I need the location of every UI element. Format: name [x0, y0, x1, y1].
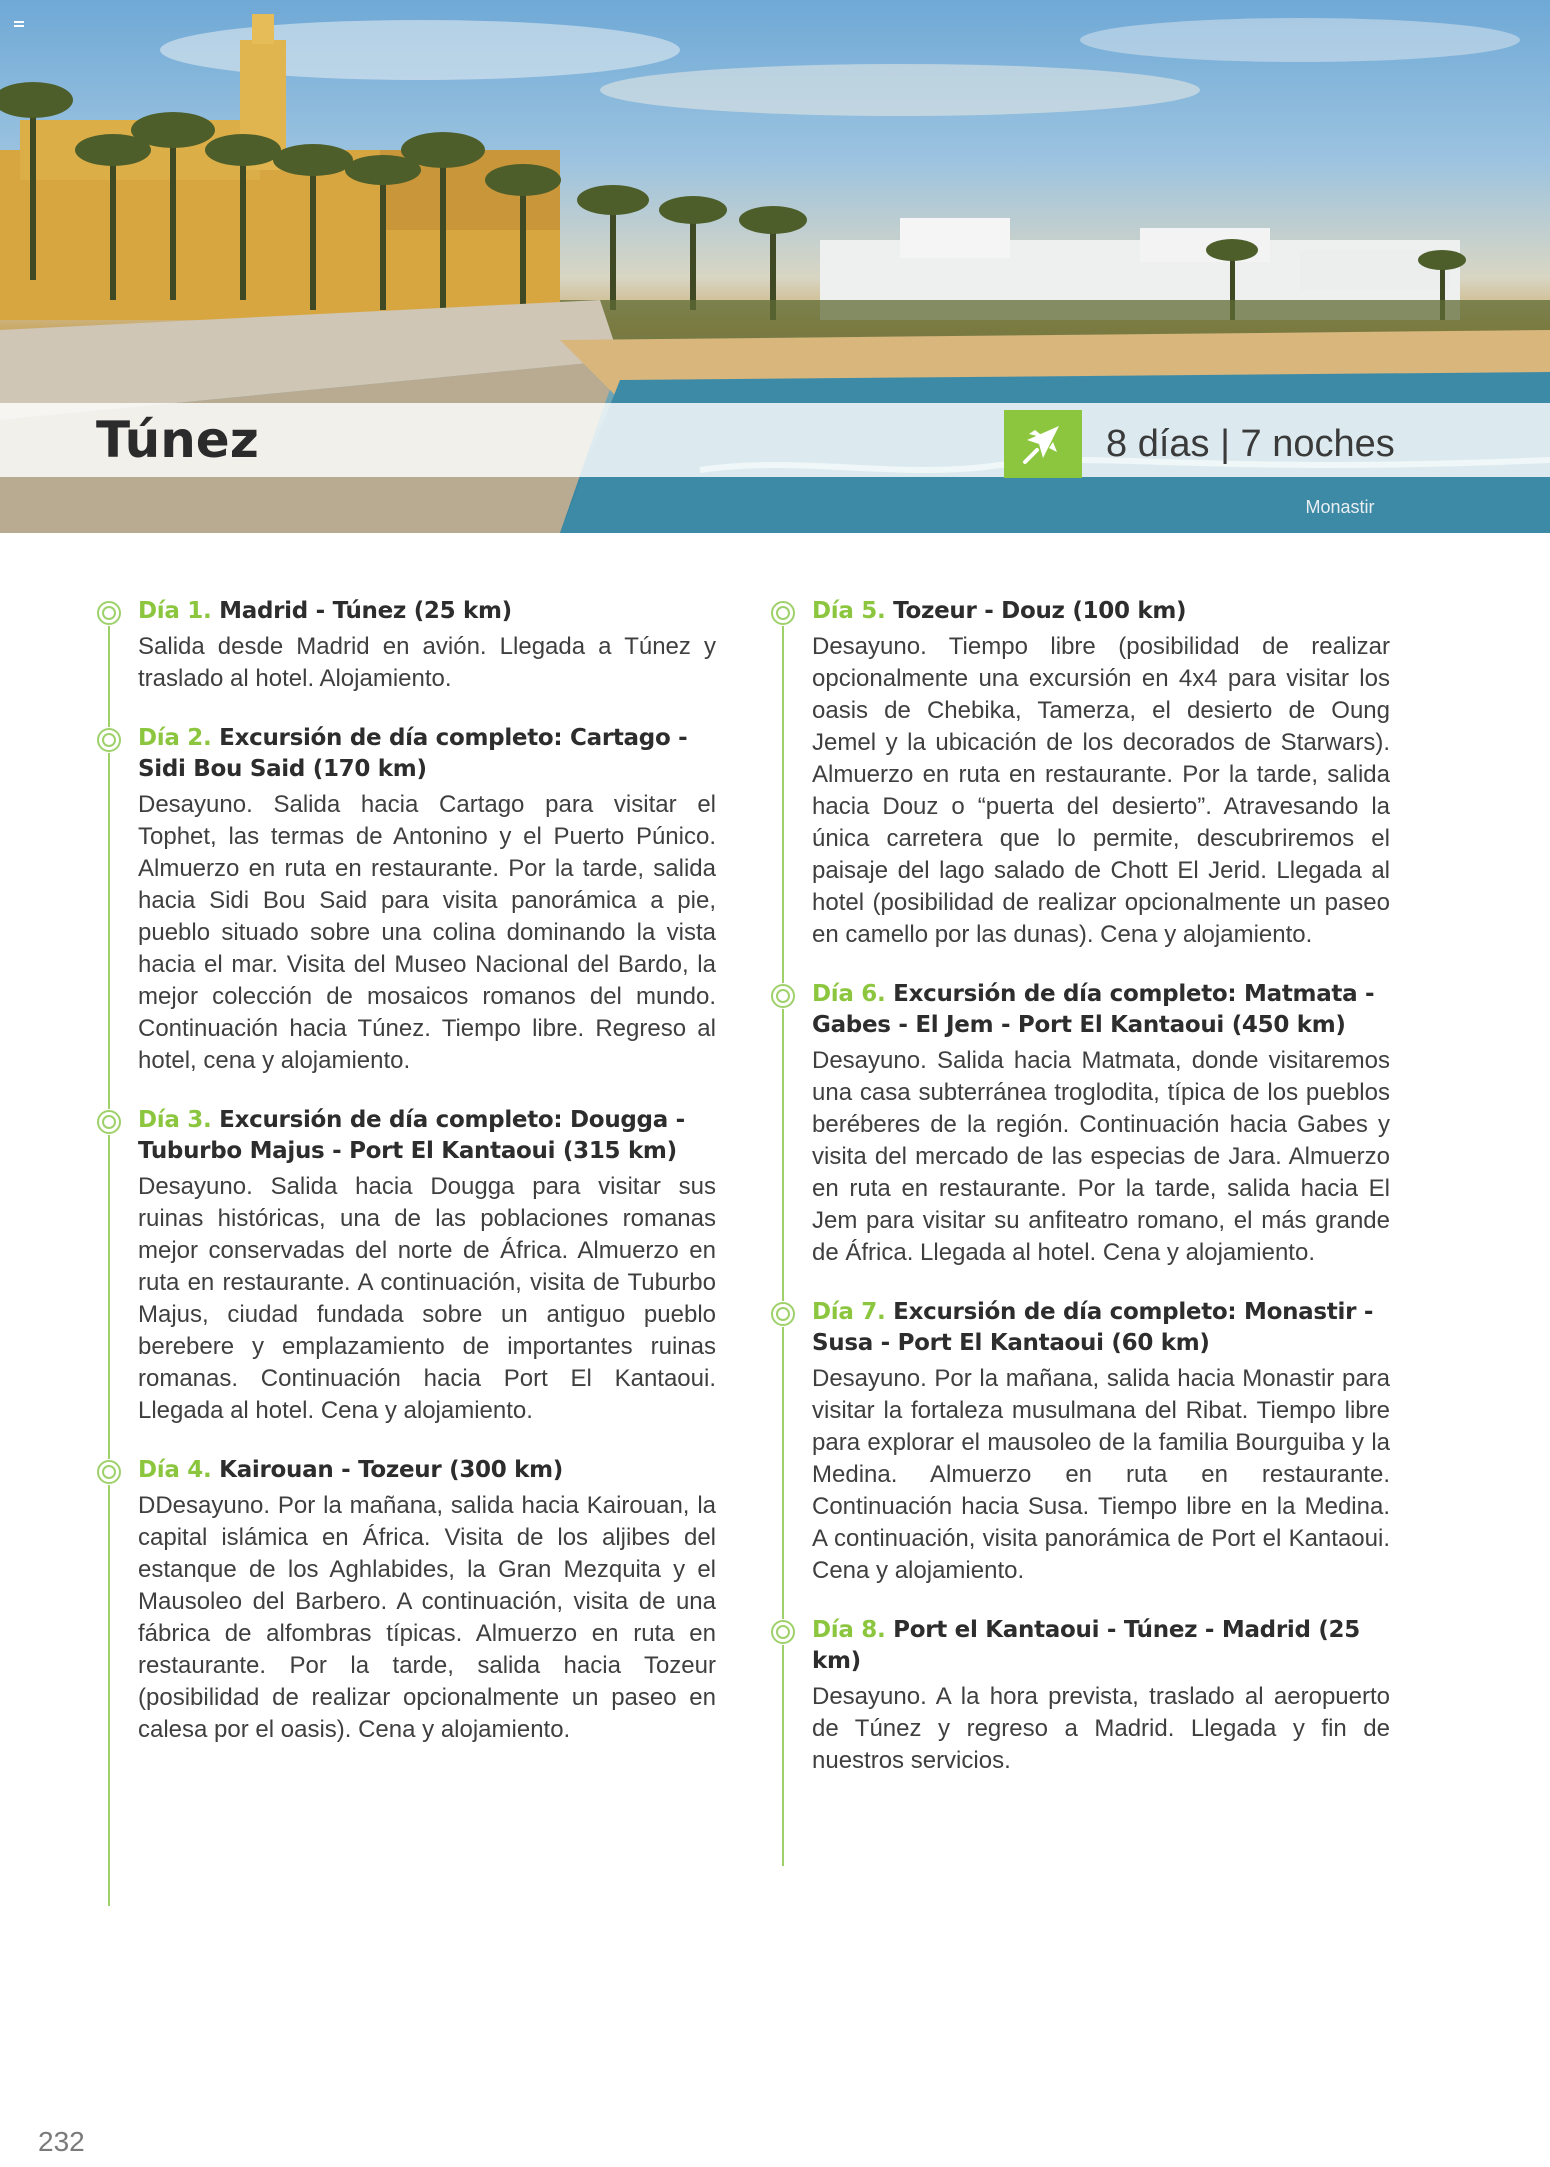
day-number: Día 2.: [138, 725, 212, 751]
day-number: Día 8.: [812, 1617, 886, 1643]
corner-mark-icon: [14, 16, 26, 24]
page-number: 232: [38, 2126, 85, 2157]
day-title: Excursión de día completo: Cartago - Sidi Bou Said (170 km): [138, 725, 688, 782]
day-title: Excursión de día completo: Matmata - Gabes - El Jem - Port El Kantaoui (450 km): [812, 981, 1375, 1038]
trip-duration: 8 días | 7 noches: [1106, 423, 1395, 465]
day-number: Día 1.: [138, 598, 212, 624]
day-description: Desayuno. Salida hacia Matmata, donde visitaremos una casa subterránea troglodita, típica de los pueblos beréberes de la región. Continuación hacia Gabes y visita del mercado de las especias de Jara. Almuerzo en ruta en restaurante. Por la tarde, salida hacia El Jem para visitar su anfiteatro romano, el más grande de África. Llegada al hotel. Cena y alojamiento.: [812, 1047, 1390, 1266]
itinerary-day-1: [96, 596, 716, 695]
day-number: Día 5.: [812, 598, 886, 624]
timeline-bullet-icon: [96, 1109, 122, 1135]
day-heading: [812, 596, 1390, 627]
itinerary-day-2: [96, 723, 716, 1077]
page-title: Túnez: [96, 411, 259, 469]
day-description: Salida desde Madrid en avión. Llegada a Túnez y traslado al hotel. Alojamiento.: [138, 633, 716, 692]
timeline-bullet-icon: [96, 1459, 122, 1485]
day-heading: [812, 1615, 1390, 1677]
day-heading: [138, 723, 716, 785]
day-number: Día 3.: [138, 1107, 212, 1133]
plane-icon: [1019, 420, 1067, 468]
day-heading: [812, 979, 1390, 1041]
itinerary-column-left: [96, 596, 716, 1774]
day-description: Desayuno. Salida hacia Dougga para visitar sus ruinas históricas, una de las poblaciones romanas mejor conservadas del norte de África. Almuerzo en ruta en restaurante. A continuación, visita de Tuburbo Majus, ciudad fundada sobre un antiguo pueblo berebere y emplazamiento de importantes ruinas romanas. Continuación hacia Port El Kantaoui. Llegada al hotel. Cena y alojamiento.: [138, 1173, 716, 1424]
day-description: Desayuno. Salida hacia Cartago para visitar el Tophet, las termas de Antonino y el Puerto Púnico. Almuerzo en ruta en restaurante. Por la tarde, salida hacia Sidi Bou Said para visita panorámica a pie, pueblo situado sobre una colina dominando la vista hacia el mar. Visita del Museo Nacional del Bardo, la mejor colección de mosaicos romanos del mundo. Continuación hacia Túnez. Tiempo libre. Regreso al hotel, cena y alojamiento.: [138, 791, 716, 1074]
day-number: Día 6.: [812, 981, 886, 1007]
hero-photo: [0, 0, 1550, 533]
day-title: Port el Kantaoui - Túnez - Madrid (25 km): [812, 1617, 1360, 1674]
timeline-bullet-icon: [96, 600, 122, 626]
itinerary-day-7: [770, 1297, 1390, 1587]
itinerary-day-5: [770, 596, 1390, 951]
day-description: DDesayuno. Por la mañana, salida hacia Kairouan, la capital islámica en África. Visita de los aljibes del estanque de los Aghlabides, la Gran Mezquita y el Mausoleo del Barbero. A continuación, visita de una fábrica de alfombras típicas. Almuerzo en ruta en restaurante. Por la tarde, salida hacia Tozeur (posibilidad de realizar opcionalmente un paseo en calesa por el oasis). Cena y alojamiento.: [138, 1492, 716, 1743]
photo-caption: Monastir: [1305, 497, 1375, 517]
itinerary-day-6: [770, 979, 1390, 1269]
timeline-bullet-icon: [770, 1619, 796, 1645]
itinerary-day-4: [96, 1455, 716, 1746]
day-description: Desayuno. Por la mañana, salida hacia Monastir para visitar la fortaleza musulmana del Ribat. Tiempo libre para explorar el mausoleo de la familia Bourguiba y la Medina. Almuerzo en ruta en restaurante. Continuación hacia Susa. Tiempo libre en la Medina. A continuación, visita panorámica de Port el Kantaoui. Cena y alojamiento.: [812, 1365, 1390, 1584]
day-title: Madrid - Túnez (25 km): [219, 598, 512, 624]
day-description: Desayuno. Tiempo libre (posibilidad de realizar opcionalmente una excursión en 4x4 para visitar los oasis de Chebika, Tamerza, el desierto de Oung Jemel y la ubicación de los decorados de Starwars). Almuerzo en ruta en restaurante. Por la tarde, salida hacia Douz o “puerta del desierto”. Atravesando la única carretera que lo permite, descubriremos el paisaje del lago salado de Chott El Jerid. Llegada al hotel (posibilidad de realizar opcionalmente un paseo en camello por las dunas). Cena y alojamiento.: [812, 633, 1390, 948]
timeline-bullet-icon: [96, 727, 122, 753]
itinerary-column-right: [770, 596, 1390, 1805]
timeline-bullet-icon: [770, 1301, 796, 1327]
day-description: Desayuno. A la hora prevista, traslado al aeropuerto de Túnez y regreso a Madrid. Llegada y fin de nuestros servicios.: [812, 1683, 1390, 1774]
day-title: Excursión de día completo: Monastir - Susa - Port El Kantaoui (60 km): [812, 1299, 1374, 1356]
itinerary-day-3: [96, 1105, 716, 1427]
day-heading: [138, 1105, 716, 1167]
timeline-bullet-icon: [770, 600, 796, 626]
day-heading: [138, 1455, 716, 1486]
day-title: Excursión de día completo: Dougga - Tuburbo Majus - Port El Kantaoui (315 km): [138, 1107, 685, 1164]
itinerary-day-8: [770, 1615, 1390, 1777]
day-title: Tozeur - Douz (100 km): [893, 598, 1187, 624]
timeline-bullet-icon: [770, 983, 796, 1009]
day-heading: [138, 596, 716, 627]
day-number: Día 7.: [812, 1299, 886, 1325]
day-number: Día 4.: [138, 1457, 212, 1483]
day-heading: [812, 1297, 1390, 1359]
day-title: Kairouan - Tozeur (300 km): [219, 1457, 564, 1483]
plane-badge: [1004, 410, 1082, 478]
